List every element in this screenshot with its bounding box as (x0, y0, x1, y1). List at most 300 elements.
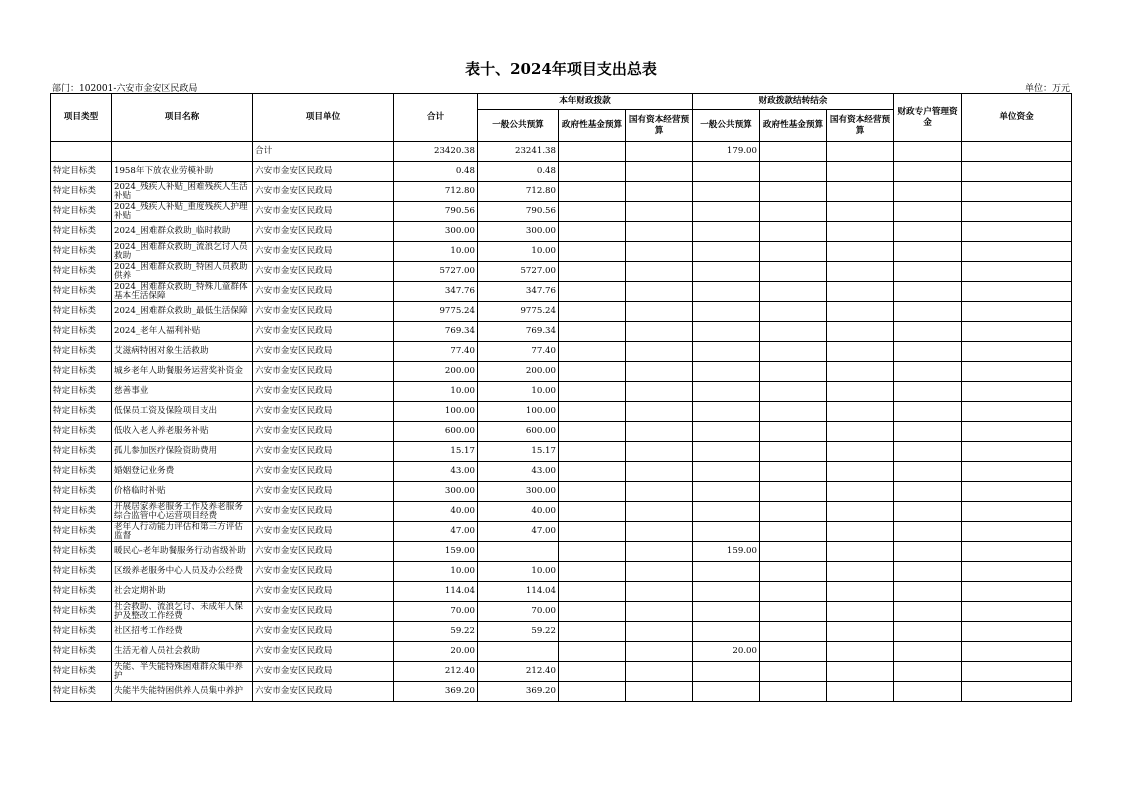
row-type: 特定目标类 (51, 242, 112, 262)
row-carry-fund-budget (760, 222, 827, 242)
row-state-capital-budget (626, 562, 693, 582)
row-special-fund (894, 242, 962, 262)
row-name: 低保员工资及保险项目支出 (112, 402, 253, 422)
row-carry-fund-budget (760, 242, 827, 262)
row-name: 慈善事业 (112, 382, 253, 402)
table-row (51, 642, 1072, 662)
row-state-capital-budget (626, 462, 693, 482)
row-state-capital-budget (626, 202, 693, 222)
row-org: 六安市金安区民政局 (253, 542, 394, 562)
row-name: 2024_困难群众救助_流浪乞讨人员救助 (112, 242, 253, 262)
row-carry-state-capital-budget (827, 622, 894, 642)
row-own-funds (962, 162, 1072, 182)
header-carry-general-budget: 一般公共预算 (693, 110, 760, 142)
row-type: 特定目标类 (51, 442, 112, 462)
row-carry-general-budget (693, 442, 760, 462)
table-row (51, 162, 1072, 182)
row-carry-fund-budget (760, 322, 827, 342)
table-row (51, 442, 1072, 462)
row-type: 特定目标类 (51, 522, 112, 542)
row-general-budget (478, 542, 559, 562)
row-special-fund (894, 262, 962, 282)
row-carry-general-budget (693, 322, 760, 342)
row-own-funds (962, 382, 1072, 402)
row-type: 特定目标类 (51, 302, 112, 322)
row-org: 六安市金安区民政局 (253, 382, 394, 402)
row-type: 特定目标类 (51, 682, 112, 702)
row-carry-fund-budget (760, 162, 827, 182)
header-name: 项目名称 (112, 94, 253, 142)
row-own-funds (962, 222, 1072, 242)
table-row (51, 282, 1072, 302)
row-special-fund (894, 302, 962, 322)
row-state-capital-budget (626, 382, 693, 402)
row-special-fund (894, 422, 962, 442)
row-type: 特定目标类 (51, 482, 112, 502)
header-carry-state-capital-budget: 国有资本经营预算 (827, 110, 894, 142)
row-type: 特定目标类 (51, 642, 112, 662)
row-total: 70.00 (394, 602, 478, 622)
row-special-fund (894, 162, 962, 182)
row-general-budget: 300.00 (478, 222, 559, 242)
row-general-budget: 15.17 (478, 442, 559, 462)
row-state-capital-budget (626, 262, 693, 282)
row-state-capital-budget (626, 642, 693, 662)
row-name: 社会定期补助 (112, 582, 253, 602)
row-org: 六安市金安区民政局 (253, 422, 394, 442)
row-special-fund (894, 522, 962, 542)
row-special-fund (894, 662, 962, 682)
table-row (51, 522, 1072, 542)
row-carry-fund-budget (760, 622, 827, 642)
table-row (51, 622, 1072, 642)
row-org: 六安市金安区民政局 (253, 482, 394, 502)
row-carry-fund-budget (760, 202, 827, 222)
row-name: 低收入老人养老服务补贴 (112, 422, 253, 442)
row-org: 六安市金安区民政局 (253, 362, 394, 382)
row-org: 六安市金安区民政局 (253, 202, 394, 222)
row-carry-state-capital-budget (827, 182, 894, 202)
row-fund-budget (559, 682, 626, 702)
row-name: 城乡老年人助餐服务运营奖补资金 (112, 362, 253, 382)
row-total: 77.40 (394, 342, 478, 362)
row-own-funds (962, 462, 1072, 482)
row-carry-fund-budget (760, 462, 827, 482)
row-total: 59.22 (394, 622, 478, 642)
row-carry-fund-budget (760, 682, 827, 702)
row-carry-state-capital-budget (827, 362, 894, 382)
header-general-budget: 一般公共预算 (478, 110, 559, 142)
row-total: 10.00 (394, 382, 478, 402)
row-carry-state-capital-budget (827, 282, 894, 302)
row-carry-fund-budget (760, 482, 827, 502)
table-row (51, 342, 1072, 362)
row-carry-fund-budget (760, 382, 827, 402)
row-total: 790.56 (394, 202, 478, 222)
row-special-fund (894, 402, 962, 422)
row-carry-general-budget (693, 262, 760, 282)
row-carry-state-capital-budget (827, 522, 894, 542)
row-org: 六安市金安区民政局 (253, 162, 394, 182)
row-org: 六安市金安区民政局 (253, 442, 394, 462)
row-type: 特定目标类 (51, 622, 112, 642)
header-current-year: 本年财政拨款 (478, 94, 693, 110)
row-carry-general-budget (693, 682, 760, 702)
row-general-budget: 9775.24 (478, 302, 559, 322)
row-own-funds (962, 362, 1072, 382)
row-fund-budget (559, 162, 626, 182)
row-org: 六安市金安区民政局 (253, 602, 394, 622)
row-type: 特定目标类 (51, 322, 112, 342)
row-state-capital-budget (626, 542, 693, 562)
row-special-fund (894, 382, 962, 402)
row-total: 47.00 (394, 522, 478, 542)
row-carry-fund-budget (760, 342, 827, 362)
row-total: 43.00 (394, 462, 478, 482)
row-special-fund (894, 362, 962, 382)
row-name: 生活无着人员社会救助 (112, 642, 253, 662)
row-carry-fund-budget (760, 182, 827, 202)
row-fund-budget (559, 342, 626, 362)
row-total: 10.00 (394, 562, 478, 582)
row-total: 100.00 (394, 402, 478, 422)
row-type: 特定目标类 (51, 182, 112, 202)
row-carry-general-budget (693, 422, 760, 442)
row-carry-state-capital-budget (827, 442, 894, 462)
row-carry-general-budget (693, 342, 760, 362)
row-org: 六安市金安区民政局 (253, 562, 394, 582)
row-own-funds (962, 582, 1072, 602)
row-general-budget: 369.20 (478, 682, 559, 702)
row-special-fund (894, 462, 962, 482)
row-name: 2024_残疾人补贴_困难残疾人生活补贴 (112, 182, 253, 202)
row-org: 六安市金安区民政局 (253, 182, 394, 202)
row-own-funds (962, 662, 1072, 682)
row-type: 特定目标类 (51, 422, 112, 442)
table-row (51, 242, 1072, 262)
row-carry-state-capital-budget (827, 682, 894, 702)
row-special-fund (894, 682, 962, 702)
row-carry-general-budget (693, 202, 760, 222)
unit-label: 单位：万元 (1024, 84, 1070, 94)
row-fund-budget (559, 502, 626, 522)
row-carry-state-capital-budget (827, 662, 894, 682)
row-general-budget: 300.00 (478, 482, 559, 502)
row-name: 暖民心-老年助餐服务行动省级补助 (112, 542, 253, 562)
row-state-capital-budget (626, 402, 693, 422)
row-carry-state-capital-budget (827, 542, 894, 562)
row-general-budget: 347.76 (478, 282, 559, 302)
row-fund-budget (559, 362, 626, 382)
row-total: 347.76 (394, 282, 478, 302)
row-total: 9775.24 (394, 302, 478, 322)
row-general-budget: 47.00 (478, 522, 559, 542)
row-carry-state-capital-budget (827, 502, 894, 522)
row-carry-general-budget (693, 302, 760, 322)
row-name: 老年人行动能力评估和第三方评估监督 (112, 522, 253, 542)
table-row (51, 422, 1072, 442)
row-type: 特定目标类 (51, 342, 112, 362)
row-name: 2024_困难群众救助_临时救助 (112, 222, 253, 242)
row-org: 六安市金安区民政局 (253, 322, 394, 342)
project-expenditure-table (50, 93, 1072, 702)
row-name: 失能半失能特困供养人员集中养护 (112, 682, 253, 702)
header-total: 合计 (394, 94, 478, 142)
table-row (51, 382, 1072, 402)
row-general-budget: 59.22 (478, 622, 559, 642)
row-carry-state-capital-budget (827, 342, 894, 362)
row-carry-fund-budget (760, 542, 827, 562)
row-special-fund (894, 442, 962, 462)
row-special-fund (894, 542, 962, 562)
row-state-capital-budget (626, 342, 693, 362)
row-name: 2024_困难群众救助_特困人员救助供养 (112, 262, 253, 282)
row-org: 六安市金安区民政局 (253, 282, 394, 302)
table-row (51, 602, 1072, 622)
row-own-funds (962, 642, 1072, 662)
row-carry-state-capital-budget (827, 482, 894, 502)
row-carry-state-capital-budget (827, 162, 894, 182)
table-row (51, 662, 1072, 682)
row-name: 2024_困难群众救助_最低生活保障 (112, 302, 253, 322)
row-type: 特定目标类 (51, 382, 112, 402)
table-row (51, 202, 1072, 222)
row-state-capital-budget (626, 442, 693, 462)
row-org: 六安市金安区民政局 (253, 622, 394, 642)
row-total: 712.80 (394, 182, 478, 202)
row-fund-budget (559, 262, 626, 282)
row-name: 社区招考工作经费 (112, 622, 253, 642)
row-state-capital-budget (626, 522, 693, 542)
row-special-fund (894, 502, 962, 522)
row-general-budget: 600.00 (478, 422, 559, 442)
row-carry-state-capital-budget (827, 322, 894, 342)
row-own-funds (962, 282, 1072, 302)
row-carry-state-capital-budget (827, 302, 894, 322)
row-total: 200.00 (394, 362, 478, 382)
row-special-fund (894, 642, 962, 662)
row-carry-fund-budget (760, 582, 827, 602)
header-carryover: 财政拨款结转结余 (693, 94, 894, 110)
page-title: 表十、2024年项目支出总表 (465, 60, 657, 78)
row-type: 特定目标类 (51, 282, 112, 302)
row-name: 价格临时补贴 (112, 482, 253, 502)
row-carry-state-capital-budget (827, 642, 894, 662)
row-org: 六安市金安区民政局 (253, 242, 394, 262)
row-special-fund (894, 322, 962, 342)
table-row (51, 362, 1072, 382)
row-general-budget: 77.40 (478, 342, 559, 362)
table-row (51, 182, 1072, 202)
row-own-funds (962, 682, 1072, 702)
row-carry-fund-budget (760, 402, 827, 422)
row-fund-budget (559, 582, 626, 602)
row-general-budget: 200.00 (478, 362, 559, 382)
row-type: 特定目标类 (51, 462, 112, 482)
row-fund-budget (559, 462, 626, 482)
row-general-budget: 769.34 (478, 322, 559, 342)
row-total: 212.40 (394, 662, 478, 682)
row-name: 1958年下放农业劳模补助 (112, 162, 253, 182)
row-carry-general-budget (693, 362, 760, 382)
row-type: 特定目标类 (51, 582, 112, 602)
row-special-fund (894, 602, 962, 622)
row-general-budget: 10.00 (478, 242, 559, 262)
row-org: 六安市金安区民政局 (253, 502, 394, 522)
row-special-fund (894, 482, 962, 502)
row-carry-general-budget (693, 622, 760, 642)
row-general-budget: 114.04 (478, 582, 559, 602)
row-general-budget: 43.00 (478, 462, 559, 482)
table-row (51, 302, 1072, 322)
row-name: 2024_困难群众救助_特殊儿童群体基本生活保障 (112, 282, 253, 302)
table-row (51, 222, 1072, 242)
row-state-capital-budget (626, 242, 693, 262)
row-carry-fund-budget (760, 302, 827, 322)
row-fund-budget (559, 302, 626, 322)
row-own-funds (962, 422, 1072, 442)
row-carry-fund-budget (760, 442, 827, 462)
row-special-fund (894, 562, 962, 582)
row-fund-budget (559, 382, 626, 402)
row-own-funds (962, 302, 1072, 322)
row-state-capital-budget (626, 682, 693, 702)
row-carry-fund-budget (760, 282, 827, 302)
row-type: 特定目标类 (51, 162, 112, 182)
row-carry-general-budget (693, 462, 760, 482)
header-type: 项目类型 (51, 94, 112, 142)
row-total: 300.00 (394, 482, 478, 502)
row-carry-general-budget (693, 602, 760, 622)
row-org: 六安市金安区民政局 (253, 522, 394, 542)
header-org: 项目单位 (253, 94, 394, 142)
row-name: 失能、半失能特殊困难群众集中养护 (112, 662, 253, 682)
table-row (51, 462, 1072, 482)
total-row (51, 142, 1072, 162)
row-state-capital-budget (626, 662, 693, 682)
row-fund-budget (559, 322, 626, 342)
row-total: 15.17 (394, 442, 478, 462)
row-org: 六安市金安区民政局 (253, 262, 394, 282)
row-own-funds (962, 402, 1072, 422)
row-general-budget: 70.00 (478, 602, 559, 622)
row-general-budget: 5727.00 (478, 262, 559, 282)
header-own-funds: 单位资金 (962, 94, 1072, 142)
row-org: 六安市金安区民政局 (253, 222, 394, 242)
row-general-budget: 790.56 (478, 202, 559, 222)
row-general-budget: 212.40 (478, 662, 559, 682)
row-special-fund (894, 282, 962, 302)
row-own-funds (962, 542, 1072, 562)
row-fund-budget (559, 662, 626, 682)
row-state-capital-budget (626, 302, 693, 322)
row-type: 特定目标类 (51, 202, 112, 222)
row-carry-general-budget (693, 662, 760, 682)
row-carry-general-budget (693, 382, 760, 402)
header-fund-budget: 政府性基金预算 (559, 110, 626, 142)
row-state-capital-budget (626, 162, 693, 182)
row-own-funds (962, 602, 1072, 622)
row-carry-fund-budget (760, 422, 827, 442)
row-total: 5727.00 (394, 262, 478, 282)
row-state-capital-budget (626, 622, 693, 642)
table-row (51, 482, 1072, 502)
row-own-funds (962, 482, 1072, 502)
row-carry-general-budget: 159.00 (693, 542, 760, 562)
total-general-budget: 23241.38 (478, 142, 559, 162)
row-name: 区级养老服务中心人员及办公经费 (112, 562, 253, 582)
row-total: 600.00 (394, 422, 478, 442)
row-own-funds (962, 502, 1072, 522)
row-own-funds (962, 262, 1072, 282)
row-name: 开展居家养老服务工作及养老服务综合监管中心运营项目经费 (112, 502, 253, 522)
row-name: 社会救助、流浪乞讨、未成年人保护及整改工作经费 (112, 602, 253, 622)
row-type: 特定目标类 (51, 502, 112, 522)
row-carry-general-budget (693, 222, 760, 242)
row-type: 特定目标类 (51, 362, 112, 382)
row-type: 特定目标类 (51, 562, 112, 582)
row-general-budget: 40.00 (478, 502, 559, 522)
row-carry-fund-budget (760, 562, 827, 582)
table-row (51, 262, 1072, 282)
row-org: 六安市金安区民政局 (253, 342, 394, 362)
row-state-capital-budget (626, 422, 693, 442)
row-total: 10.00 (394, 242, 478, 262)
row-general-budget: 712.80 (478, 182, 559, 202)
row-own-funds (962, 622, 1072, 642)
row-org: 六安市金安区民政局 (253, 642, 394, 662)
total-carry-general-budget: 179.00 (693, 142, 760, 162)
row-special-fund (894, 222, 962, 242)
row-fund-budget (559, 602, 626, 622)
row-carry-state-capital-budget (827, 462, 894, 482)
table-row (51, 562, 1072, 582)
row-state-capital-budget (626, 322, 693, 342)
row-type: 特定目标类 (51, 602, 112, 622)
row-carry-general-budget (693, 402, 760, 422)
row-state-capital-budget (626, 362, 693, 382)
row-state-capital-budget (626, 582, 693, 602)
row-name: 婚姻登记业务费 (112, 462, 253, 482)
row-name: 2024_残疾人补贴_重度残疾人护理补贴 (112, 202, 253, 222)
table-row (51, 322, 1072, 342)
table-row (51, 542, 1072, 562)
row-carry-state-capital-budget (827, 602, 894, 622)
header-special-fund: 财政专户管理资金 (894, 94, 962, 142)
row-carry-fund-budget (760, 602, 827, 622)
row-carry-general-budget (693, 522, 760, 542)
row-org: 六安市金安区民政局 (253, 402, 394, 422)
row-carry-state-capital-budget (827, 202, 894, 222)
row-own-funds (962, 522, 1072, 542)
row-carry-fund-budget (760, 642, 827, 662)
row-fund-budget (559, 542, 626, 562)
table-row (51, 682, 1072, 702)
row-fund-budget (559, 642, 626, 662)
row-state-capital-budget (626, 502, 693, 522)
table-row (51, 582, 1072, 602)
row-general-budget: 10.00 (478, 562, 559, 582)
row-carry-state-capital-budget (827, 562, 894, 582)
row-carry-fund-budget (760, 662, 827, 682)
row-state-capital-budget (626, 482, 693, 502)
row-carry-general-budget (693, 582, 760, 602)
row-total: 0.48 (394, 162, 478, 182)
row-general-budget: 0.48 (478, 162, 559, 182)
row-fund-budget (559, 422, 626, 442)
row-total: 114.04 (394, 582, 478, 602)
row-carry-fund-budget (760, 262, 827, 282)
